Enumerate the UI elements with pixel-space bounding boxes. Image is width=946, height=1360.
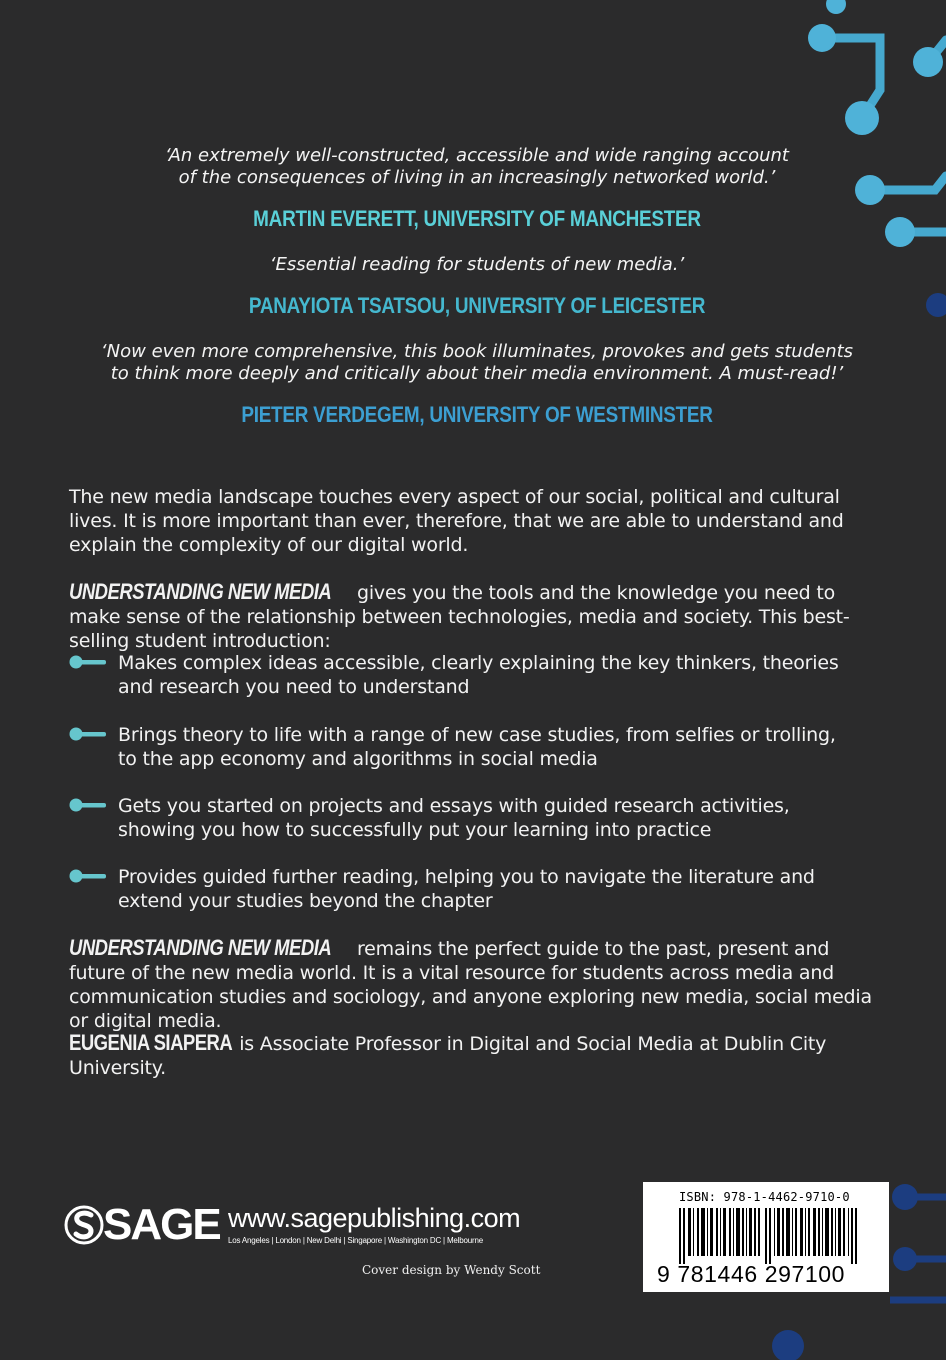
author-bio [69, 1031, 889, 1080]
barcode-bars-icon [679, 1208, 861, 1264]
list-item [69, 651, 849, 701]
publisher-cities: Los Angeles | London | New Delhi | Singapore | Washington DC | Melbourne [228, 1236, 483, 1245]
bullet-text: Makes complex ideas accessible, clearly explaining the key thinkers, theories and research you need to understand [118, 652, 839, 698]
book-title: UNDERSTANDING NEW MEDIA [69, 579, 332, 604]
author-name: EUGENIA SIAPERA [69, 1030, 233, 1055]
quote-3-attribution: PIETER VERDEGEM, UNIVERSITY OF WESTMINSTER [241, 402, 713, 427]
isbn-digits: 9 781446 297100 [657, 1261, 846, 1287]
bullet-connector-icon [69, 797, 107, 813]
list-item [69, 794, 849, 844]
quote-1-line-2: of the consequences of living in an increasingly networked world.’ [178, 167, 776, 188]
barcode [643, 1182, 889, 1292]
bullet-connector-icon [69, 726, 107, 742]
sage-logo-icon [64, 1203, 104, 1247]
quote-3-line-2: to think more deeply and critically about their media environment. A must-read!’ [110, 363, 844, 384]
closing-text: remains the perfect guide to the past, present and future of the new media world. It is a vital resource for students across media and communication studies and sociology, and anyone exploring new media, social media or digital media. [69, 938, 872, 1032]
intro2-text: gives you the tools and the knowledge you need to make sense of the relationship between technologies, media and society. This best-selling student introduction: [69, 582, 850, 652]
bullet-text: Brings theory to life with a range of new case studies, from selfies or trolling, to the app economy and algorithms in social media [118, 724, 836, 770]
quote-1-attribution: MARTIN EVERETT, UNIVERSITY OF MANCHESTER [253, 206, 701, 231]
bullet-text: Gets you started on projects and essays with guided research activities, showing you how to successfully put your learning into practice [118, 795, 790, 841]
quote-1-line-1: ‘An extremely well-constructed, accessible and wide ranging account [165, 145, 789, 166]
bullet-text: Provides guided further reading, helping you to navigate the literature and extend your studies beyond the chapter [118, 866, 815, 912]
quote-3-line-1: ‘Now even more comprehensive, this book illuminates, provokes and gets students [100, 341, 854, 362]
author-bio-text: is Associate Professor in Digital and Social Media at Dublin City University. [69, 1033, 827, 1079]
bullet-connector-icon [69, 654, 107, 670]
intro2-paragraph [69, 580, 889, 653]
intro-paragraph: The new media landscape touches every aspect of our social, political and cultural lives. It is more important than ever, therefore, that we are able to understand and explain the complexity of our digital world. [69, 486, 844, 556]
publisher-url[interactable]: www.sagepublishing.com [228, 1203, 521, 1233]
publisher-name: SAGE [103, 1200, 220, 1249]
isbn-label: ISBN: 978-1-4462-9710-0 [679, 1190, 850, 1204]
quote-2-attribution: PANAYIOTA TSATSOU, UNIVERSITY OF LEICESTER [248, 293, 706, 318]
list-item [69, 723, 849, 773]
bullet-connector-icon [69, 868, 107, 884]
book-title: UNDERSTANDING NEW MEDIA [69, 935, 332, 960]
closing-paragraph [69, 936, 889, 1033]
cover-credit: Cover design by Wendy Scott [362, 1263, 541, 1277]
list-item [69, 865, 849, 915]
quote-2-line-1: ‘Essential reading for students of new media.’ [269, 254, 685, 275]
